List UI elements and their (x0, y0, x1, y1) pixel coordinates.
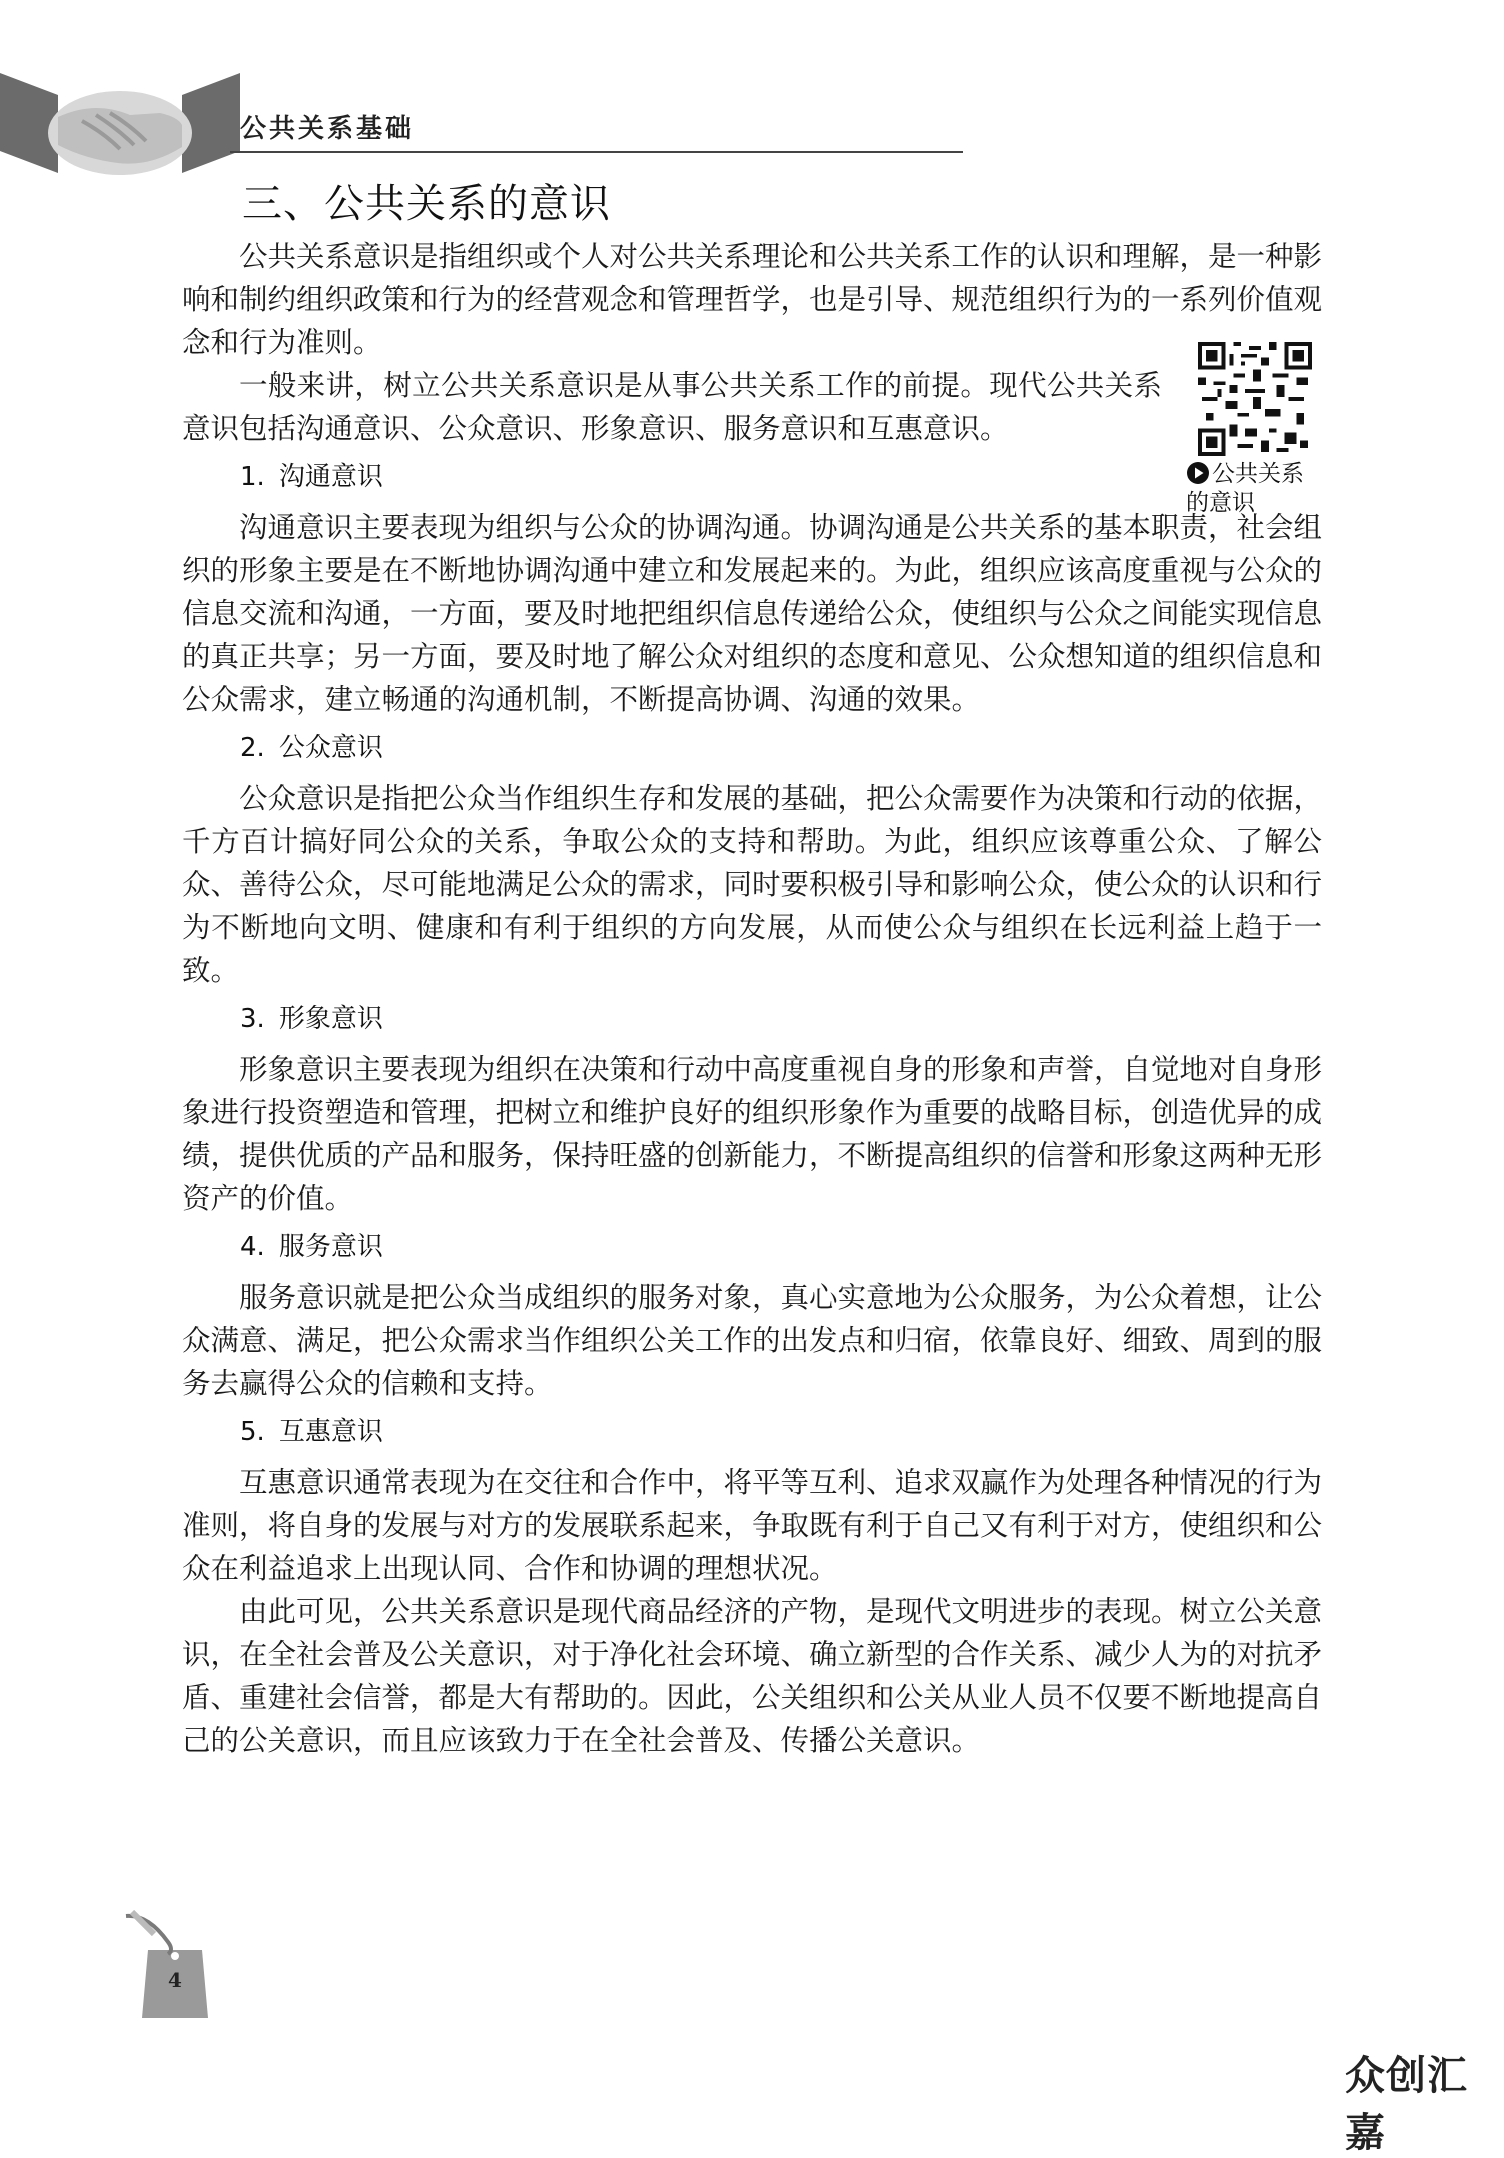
subsection-text-image: 形象意识主要表现为组织在决策和行动中高度重视自身的形象和声誉，自觉地对自身形象进行投资塑造和管理，把树立和维护良好的组织形象作为重要的战略目标，创造优异的成绩，提供优质的产品和服务，保持旺盛的创新能力，不断提高组织的信誉和形象这两种无形资产的价值。 (182, 1053, 1323, 1215)
subsection-heading-communication: 1. 沟通意识 (240, 462, 383, 492)
intro-paragraph-2: 一般来讲，树立公共关系意识是从事公共关系工作的前提。现代公共关系意识包括沟通意识、公众意识、形象意识、服务意识和互惠意识。 (182, 369, 1162, 445)
intro-paragraph-1: 公共关系意识是指组织或个人对公共关系理论和公共关系工作的认识和理解，是一种影响和制约组织政策和行为的经营观念和管理哲学，也是引导、规范组织行为的一系列价值观念和行为准则。 (182, 240, 1323, 359)
running-title: 公共关系基础 (240, 114, 415, 144)
subsection-heading-service: 4. 服务意识 (240, 1232, 383, 1262)
conclusion-paragraph: 由此可见，公共关系意识是现代商品经济的产物，是现代文明进步的表现。树立公关意识，在全社会普及公关意识，对于净化社会环境、确立新型的合作关系、减少人为的对抗矛盾、重建社会信誉，都是大有帮助的。因此，公关组织和公关从业人员不仅要不断地提高自己的公关意识，而且应该致力于在全社会普及、传播公关意识。 (182, 1595, 1323, 1757)
qr-caption-line2: 的意识 (1186, 490, 1255, 516)
qr-caption-line1: 公共关系 (1212, 461, 1304, 487)
header-divider (230, 151, 963, 153)
subsection-text-reciprocity: 互惠意识通常表现为在交往和合作中，将平等互利、追求双赢作为处理各种情况的行为准则，将自身的发展与对方的发展联系起来，争取既有利于自己又有利于对方，使组织和公众在利益追求上出现认同、合作和协调的理想状况。 (182, 1466, 1323, 1585)
subsection-text-service: 服务意识就是把公众当成组织的服务对象，真心实意地为公众服务，为公众着想，让公众满意、满足，把公众需求当作组织公关工作的出发点和归宿，依靠良好、细致、周到的服务去赢得公众的信赖和支持。 (182, 1281, 1323, 1400)
subsection-heading-reciprocity: 5. 互惠意识 (240, 1417, 383, 1447)
subsection-text-public: 公众意识是指把公众当作组织生存和发展的基础，把公众需要作为决策和行动的依据，千方百计搞好同公众的关系，争取公众的支持和帮助。为此，组织应该尊重公众、了解公众、善待公众，尽可能地满足公众的需求，同时要积极引导和影响公众，使公众的认识和行为不断地向文明、健康和有利于组织的方向发展，从而使公众与组织在长远利益上趋于一致。 (182, 782, 1323, 987)
body-text (182, 235, 1322, 1762)
handshake-logo-icon (0, 55, 240, 185)
subsection-heading-image: 3. 形象意识 (240, 1004, 383, 1034)
page-number: 4 (168, 1968, 182, 1992)
subsection-text-communication: 沟通意识主要表现为组织与公众的协调沟通。协调沟通是公共关系的基本职责，社会组织的形象主要是在不断地协调沟通中建立和发展起来的。为此，组织应该高度重视与公众的信息交流和沟通，一方面，要及时地把组织信息传递给公众，使组织与公众之间能实现信息的真正共享；另一方面，要及时地了解公众对组织的态度和意见、公众想知道的组织信息和公众需求，建立畅通的沟通机制，不断提高协调、沟通的效果。 (182, 511, 1323, 716)
watermark: 众创汇嘉 (1345, 2053, 1468, 2156)
subsection-heading-public: 2. 公众意识 (240, 733, 383, 763)
section-title: 三、公共关系的意识 (242, 181, 611, 227)
page-tag-icon (118, 1910, 228, 2020)
